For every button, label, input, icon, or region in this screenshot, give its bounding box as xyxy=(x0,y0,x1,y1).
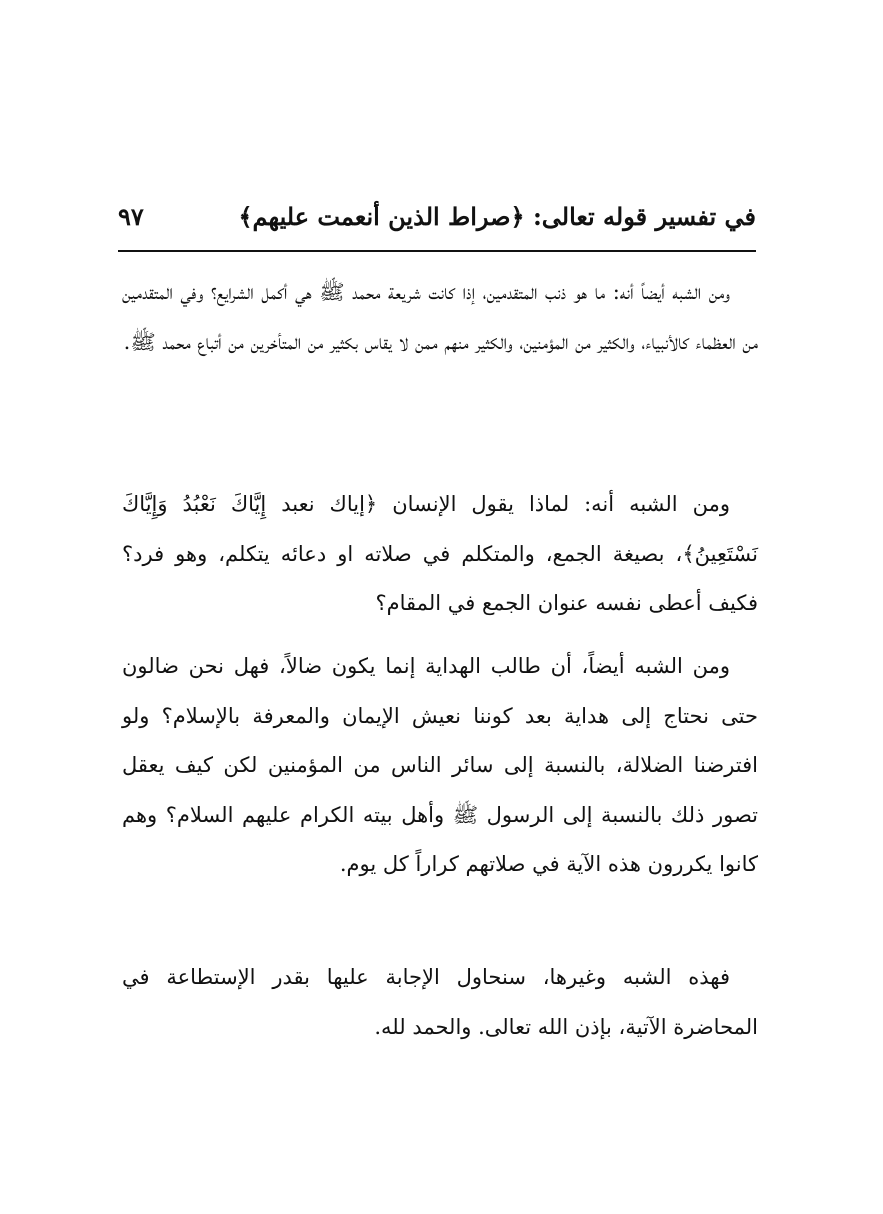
paragraph: ومن الشبه أنه: لماذا يقول الإنسان ﴿إياك نعبد إِيَّاكَ نَعْبُدُ وَإِيَّاكَ نَسْتَعِينُ﴾، بصيغة الجمع، والمتكلم في صلاته او دعائه يتكلم، وهو فرد؟ فكيف أعطى نفسه عنوان الجمع في المقام؟ xyxy=(122,492,758,615)
header-rule xyxy=(118,250,756,252)
body-text xyxy=(122,268,758,1066)
paragraph: فهذه الشبه وغيرها، سنحاول الإجابة عليها بقدر الإستطاعة في المحاضرة الآتية، بإذن الله تعالى. والحمد لله. xyxy=(122,965,758,1039)
running-header xyxy=(118,196,756,238)
page-number: ٩٧ xyxy=(118,202,144,231)
paragraph: ومن الشبه أيضاً أنه: ما هو ذنب المتقدمين، إذا كانت شريعة محمد ﷺ هي أكمل الشرايع؟ وفي المتقدمين من العظماء كالأنبياء، والكثير من المؤمنين، والكثير منهم ممن لا يقاس بكثير من المتأخرين من أتباع محمد ﷺ. xyxy=(122,280,758,354)
header-title: في تفسير قوله تعالى: ﴿صراط الذين أنعمت عليهم﴾ xyxy=(238,202,756,231)
paragraph: ومن الشبه أيضاً، أن طالب الهداية إنما يكون ضالاً، فهل نحن ضالون حتى نحتاج إلى هداية بعد كوننا نعيش الإيمان والمعرفة بالإسلام؟ ولو افترضنا الضلالة، بالنسبة إلى سائر الناس من المؤمنين لكن كيف يعقل تصور ذلك بالنسبة إلى الرسول ﷺ وأهل بيته الكرام عليهم السلام؟ وهم كانوا يكررون هذه الآية في صلاتهم كراراً كل يوم. xyxy=(122,654,758,876)
